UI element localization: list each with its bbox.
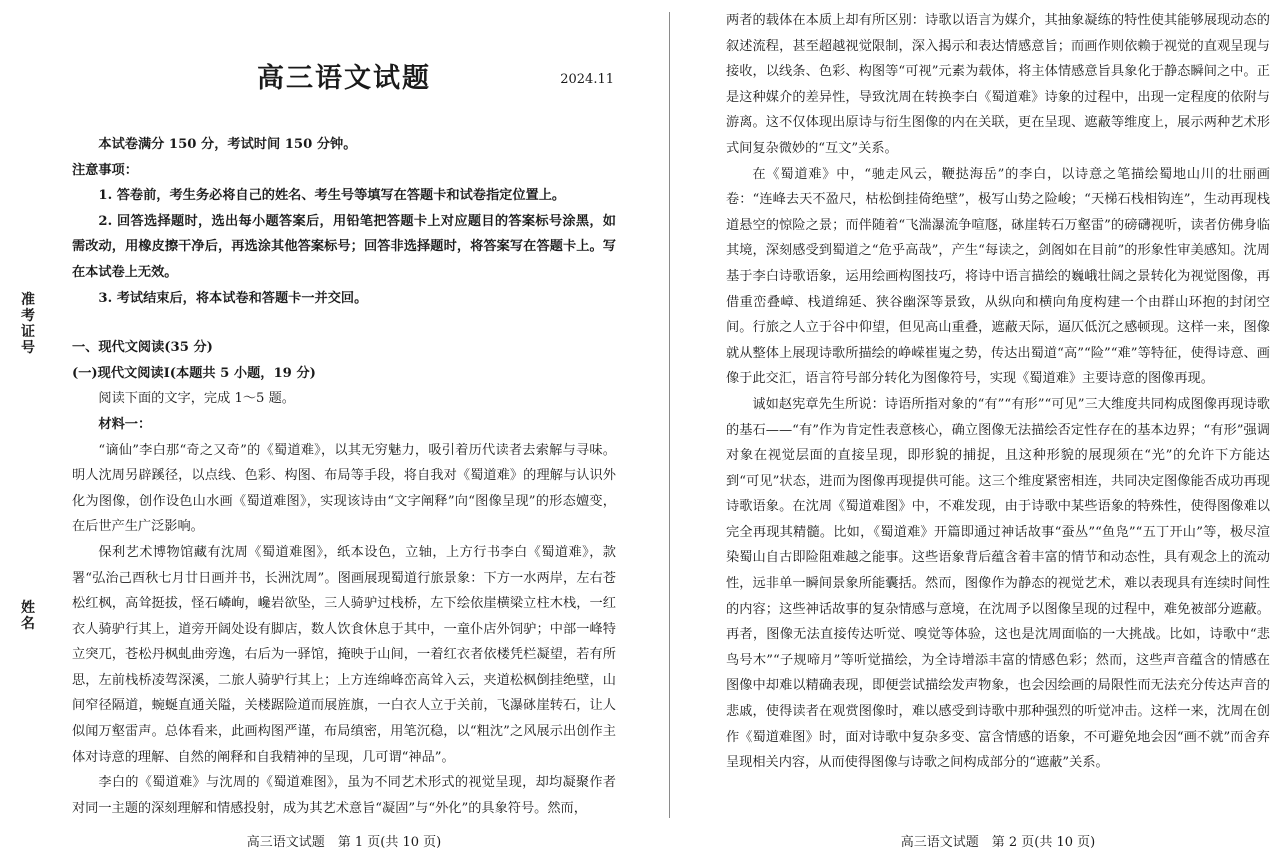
paragraph: “谪仙”李白那“奇之又奇”的《蜀道难》，以其无穷魅力，吸引着历代读者去索解与寻味。明人沈周另辟蹊径，以点线、色彩、构图、布局等手段，将自我对《蜀道难》的理解与认识外化为图像，创作设色山水画《蜀道难图》，实现该诗由“文字阐释”向“图像呈现”的形态嬗变，在后世产生广泛影响。 (72, 442, 616, 535)
paragraph: 在《蜀道难》中，“驰走风云，鞭挞海岳”的李白，以诗意之笔描绘蜀地山川的壮丽画卷：“连峰去天不盈尺，枯松倒挂倚绝壁”，极写山势之险峻；“天梯石栈相钩连”，生动再现栈道悬空的惊险之景；而伴随着“飞湍瀑流争喧豗，砯崖转石万壑雷”的磅礴视听，读者仿佛身临其境，深刻感受到蜀道之“危乎高哉”，产生“每读之，剑阁如在目前”的形象性审美感知。沈周基于李白诗歌语象，运用绘画构图技巧，将诗中语言描绘的巍峨壮阔之景转化为视觉图像，再借重峦叠嶂、栈道绵延、狭谷幽深等景致，从纵向和横向角度构建一个由群山环抱的封闭空间。行旅之人立于谷中仰望，但见高山重叠，遮蔽天际，逼仄低沉之感顿现。这样一来，图像就从整体上展现诗歌所描绘的峥嵘崔嵬之势，传达出蜀道“高”“险”“难”等特征，使得诗意、画像于此交汇，语言符号部分转化为图像符号，实现《蜀道难》主要诗意的图像再现。 (726, 166, 1270, 387)
reading-instruction: 阅读下面的文字，完成 1～5 题。 (98, 391, 295, 407)
paragraph: 诚如赵宪章先生所说：诗语所指对象的“有”“有形”“可见”三大维度共同构成图像再现诗歌的基石——“有”作为肯定性表意核心，确立图像无法描绘否定性存在的基本边界；“有形”强调对象在视觉层面的直接呈现，即形貌的捕捉，且这种形貌的展现须在“光”的允许下方能达到“可见”状态，进而为图像再现提供可能。这三个维度紧密相连，共同决定图像能否成功再现诗歌语象。在沈周《蜀道难图》中，不难发现，由于诗歌中某些语象的特殊性，使得图像难以完全再现其精髓。比如，《蜀道难》开篇即通过神话故事“蚕丛”“鱼凫”“五丁开山”等，极尽渲染蜀山自古即险阻难越之能事。这些语象背后蕴含着丰富的情节和动态性，具有观念上的流动性，远非单一瞬间景象所能囊括。然而，图像作为静态的视觉艺术，难以表现具有连续时间性的内容；这些神话故事的复杂情感与意境，在沈周予以图像呈现的过程中，难免被部分遮蔽。再者，图像无法直接传达听觉、嗅觉等体验，这也是沈周面临的一大挑战。比如，诗歌中“悲鸟号木”“子规啼月”等听觉描绘，为全诗增添丰富的情感色彩；然而，这些声音蕴含的情感在图像中却难以精确表现，即便尝试描绘发声物象，也会因绘画的局限性而无法充分传达声音的悲戚，使得读者在观赏图像时，难以感受到诗歌中那种强烈的听觉冲击。这样一来，沈周在创作《蜀道难图》时，面对诗歌中复杂多变、富含情感的语象，不可避免地会因“画不就”而舍弃呈现相关内容，从而使得图像与诗歌之间构成部分的“遮蔽”关系。 (726, 396, 1270, 771)
exam-title: 高三语文试题 (257, 63, 431, 94)
page-1 (72, 0, 616, 821)
exam-number-label: 准 考 证 号 (21, 292, 35, 356)
exam-intro: 本试卷满分 150 分，考试时间 150 分钟。 (98, 137, 357, 152)
page-footer: 高三语文试题 第 2 页(共 10 页) (900, 835, 1096, 850)
material-label: 材料一： (98, 416, 152, 432)
notice-heading: 注意事项： (72, 162, 138, 178)
name-label: 姓 名 (21, 600, 35, 632)
notice-item: 2. 回答选择题时，选出每小题答案后，用铅笔把答题卡上对应题目的答案标号涂黑，如需改动，用橡皮擦干净后，再选涂其他答案标号；回答非选择题时，将答案写在答题卡上。写在本试卷上无效。 (72, 213, 616, 280)
notice-item: 3. 考试结束后，将本试卷和答题卡一并交回。 (98, 290, 368, 306)
paragraph: 两者的载体在本质上却有所区别：诗歌以语言为媒介，其抽象凝练的特性使其能够展现动态的叙述流程，甚至超越视觉限制，深入揭示和表达情感意旨；而画作则依赖于视觉的直观呈现与接收，以线条、色彩、构图等“可视”元素为载体，将主体情感意旨具象化于静态瞬间之中。正是这种媒介的差异性，导致沈周在转换李白《蜀道难》诗象的过程中，出现一定程度的依附与游离。这不仅体现出原诗与衍生图像的内在关联，更在呈现、遮蔽等维度上，展示两种艺术形式间复杂微妙的“互文”关系。 (726, 13, 1270, 156)
section-heading: 一、现代文阅读(35 分) (72, 340, 213, 356)
subsection-heading: (一)现代文阅读Ⅰ(本题共 5 小题，19 分) (72, 365, 316, 381)
page-2 (726, 0, 1270, 776)
page-footer: 高三语文试题 第 1 页(共 10 页) (246, 835, 442, 850)
page-divider (669, 12, 670, 818)
paragraph: 保利艺术博物馆藏有沈周《蜀道难图》，纸本设色，立轴，上方行书李白《蜀道难》，款署“弘治己酉秋七月廿日画并书，长洲沈周”。图画展现蜀道行旅景象：下方一水两岸，左右苍松红枫，高耸挺拔，怪石嶙峋，巉岩欲坠，三人骑驴过栈桥，左下绘依崖横梁立柱木栈，一红衣人骑驴行其上，道旁开阔处设有脚店，数人饮食休息于其中，一童仆店外饲驴；中部一峰特立突兀，苍松丹枫虬曲旁逸，右后为一驿馆，掩映于山间，一着红衣者依楼凭栏凝望，若有所思，左前栈桥凌驾深溪，二旅人骑驴行其上；上方连绵峰峦高耸入云，夹道松枫倒挂绝壁，山间窄径隔道，蜿蜒直通关隘，关楼踞险道而展旌旗，一白衣人立于关前，飞瀑砯崖转石，让人似闻万壑雷声。总体看来，此画构图严谨，布局缜密，用笔沉稳，以“粗沈”之风展示出创作主体对诗意的理解、自然的阐释和自我精神的呈现，几可谓“神品”。 (72, 544, 616, 765)
notice-item: 1. 答卷前，考生务必将自己的姓名、考生号等填写在答题卡和试卷指定位置上。 (98, 188, 566, 204)
paragraph: 李白的《蜀道难》与沈周的《蜀道难图》，虽为不同艺术形式的视觉呈现，却均凝聚作者对同一主题的深刻理解和情感投射，成为其艺术意旨“凝固”与“外化”的具象符号。然而， (72, 775, 616, 816)
exam-date: 2024.11 (560, 72, 614, 87)
